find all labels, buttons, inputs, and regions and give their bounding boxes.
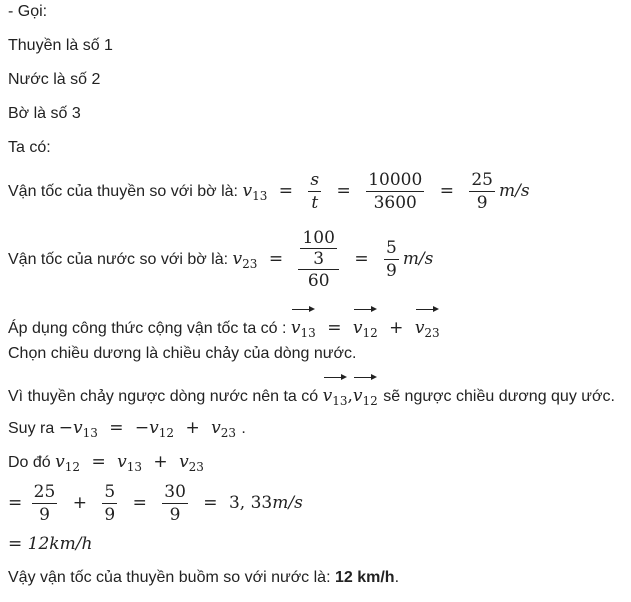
sum-formula: = $\frac{25}{9}$ + $\frac{5}{9}$ = $\frac{30}{9}$ = 3, 33m/s bbox=[8, 482, 303, 525]
boat-speed-label: Vận tốc của thuyền so với bờ là: bbox=[8, 183, 238, 200]
vector-formula-label: Áp dụng công thức cộng vận tốc ta có : bbox=[8, 320, 287, 337]
opposite-tail: sẽ ngược chiều dương quy ước. bbox=[383, 388, 615, 405]
conclusion-answer: 12 km/h bbox=[334, 569, 395, 586]
fraction-30-9: $\frac{30}{9}$ bbox=[164, 482, 186, 525]
vector-v12: $v_{12}$ bbox=[353, 305, 378, 347]
therefore-formula: $v_{12} = v_{13} + v_{23}$ bbox=[55, 452, 204, 474]
fraction-s-t: $\frac{s}{t}$ bbox=[310, 170, 320, 213]
opposite-label: Vì thuyền chảy ngược dòng nước nên ta có bbox=[8, 388, 319, 405]
opposite-line bbox=[8, 373, 615, 415]
conclusion-line: Vậy vận tốc của thuyền buồm so với nước là: 12 km/h. bbox=[8, 569, 400, 586]
define-water: Nước là số 2 bbox=[8, 71, 101, 88]
define-shore: Bờ là số 3 bbox=[8, 105, 81, 122]
therefore-line: Do đó $v_{12} = v_{13} + v_{23}$ bbox=[8, 452, 204, 474]
sum-line bbox=[8, 480, 303, 527]
vector-v13-b: $v_{13}$ bbox=[323, 373, 348, 415]
deduce-formula: $-v_{13} = -v_{12} + v_{23}$ bbox=[58, 418, 236, 440]
intro-line: - Gọi: bbox=[8, 3, 48, 20]
vector-v23: $v_{23}$ bbox=[415, 305, 440, 347]
fraction-distance-time: $\frac{10000}{3600}$ bbox=[368, 170, 423, 213]
fraction-5-9: $\frac{5}{9}$ bbox=[385, 238, 397, 281]
result-line bbox=[8, 534, 92, 555]
deduce-line: Suy ra $-v_{13} = -v_{12} + v_{23}$ . bbox=[8, 418, 246, 440]
fraction-5-9-b: $\frac{5}{9}$ bbox=[104, 482, 116, 525]
water-speed-line bbox=[8, 222, 433, 301]
direction-line: Chọn chiều dương là chiều chảy của dòng nước. bbox=[8, 345, 357, 362]
boat-speed-formula: $v_{13}$ = $\frac{s}{t}$ = $\frac{10000}{3600}$ = $\frac{25}{9}$ m/s bbox=[242, 170, 530, 213]
water-speed-label: Vận tốc của nước so với bờ là: bbox=[8, 251, 229, 268]
vector-v13: $v_{13}$ bbox=[291, 305, 316, 347]
fraction-25-9: $\frac{25}{9}$ bbox=[471, 170, 493, 213]
opposite-vectors: $v_{13},v_{12}$ bbox=[323, 386, 384, 406]
vector-formula-line bbox=[8, 305, 440, 347]
vector-formula: $v_{13} = v_{12} + v_{23}$ bbox=[291, 318, 440, 338]
result-formula: = 12km/h bbox=[8, 534, 93, 554]
vector-v12-b: $v_{12}$ bbox=[353, 373, 378, 415]
boat-speed-line bbox=[8, 168, 530, 219]
fraction-25-9-b: $\frac{25}{9}$ bbox=[33, 482, 56, 525]
given-line: Ta có: bbox=[8, 139, 51, 156]
define-boat: Thuyền là số 1 bbox=[8, 37, 113, 54]
water-speed-formula: $v_{23}$ = $\frac{\frac{100}{3}}{60}$ = $\frac{5}{9}$ m/s bbox=[232, 227, 434, 291]
fraction-nested: $\frac{\frac{100}{3}}{60}$ bbox=[298, 228, 338, 292]
